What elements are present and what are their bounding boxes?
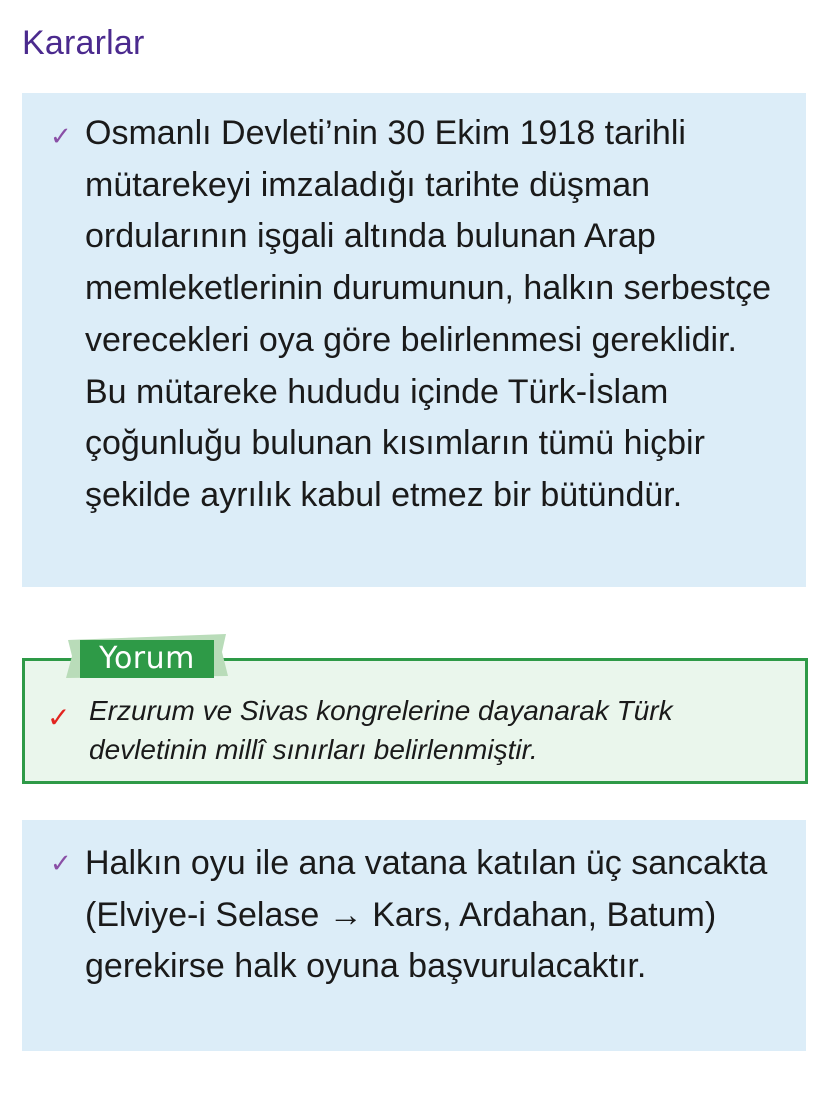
yorum-label-tab	[64, 632, 230, 680]
yorum-panel	[22, 628, 806, 788]
section-heading: Kararlar	[22, 24, 145, 62]
decision-box-1	[22, 93, 806, 587]
checkmark-icon: ✓	[50, 848, 72, 878]
yorum-label: Yorum	[99, 641, 195, 676]
decision-text-2: Halkın oyu ile ana vatana katılan üç sancakta (Elviye-i Selase → Kars, Ardahan, Batum) gerekirse halk oyuna başvurulacaktır.	[85, 844, 768, 986]
decision-box-2	[22, 820, 806, 1051]
decision-text-1: Osmanlı Devleti’nin 30 Ekim 1918 tarihli mütarekeyi imzaladığı tarihte düşman ordularının işgali altında bulunan Arap memleketlerinin durumunun, halkın serbestçe verecekleri oya göre belirlenmesi gereklidir. Bu mütareke hududu içinde Türk-İslam çoğunluğu bulunan kısımların tümü hiçbir şekilde ayrılık kabul etmez bir bütündür.	[85, 114, 772, 514]
red-checkmark-icon: ✓	[47, 702, 71, 733]
yorum-text: Erzurum ve Sivas kongrelerine dayanarak Türk devletinin millî sınırları belirlenmiştir.	[89, 695, 673, 765]
checkmark-icon: ✓	[50, 121, 72, 151]
